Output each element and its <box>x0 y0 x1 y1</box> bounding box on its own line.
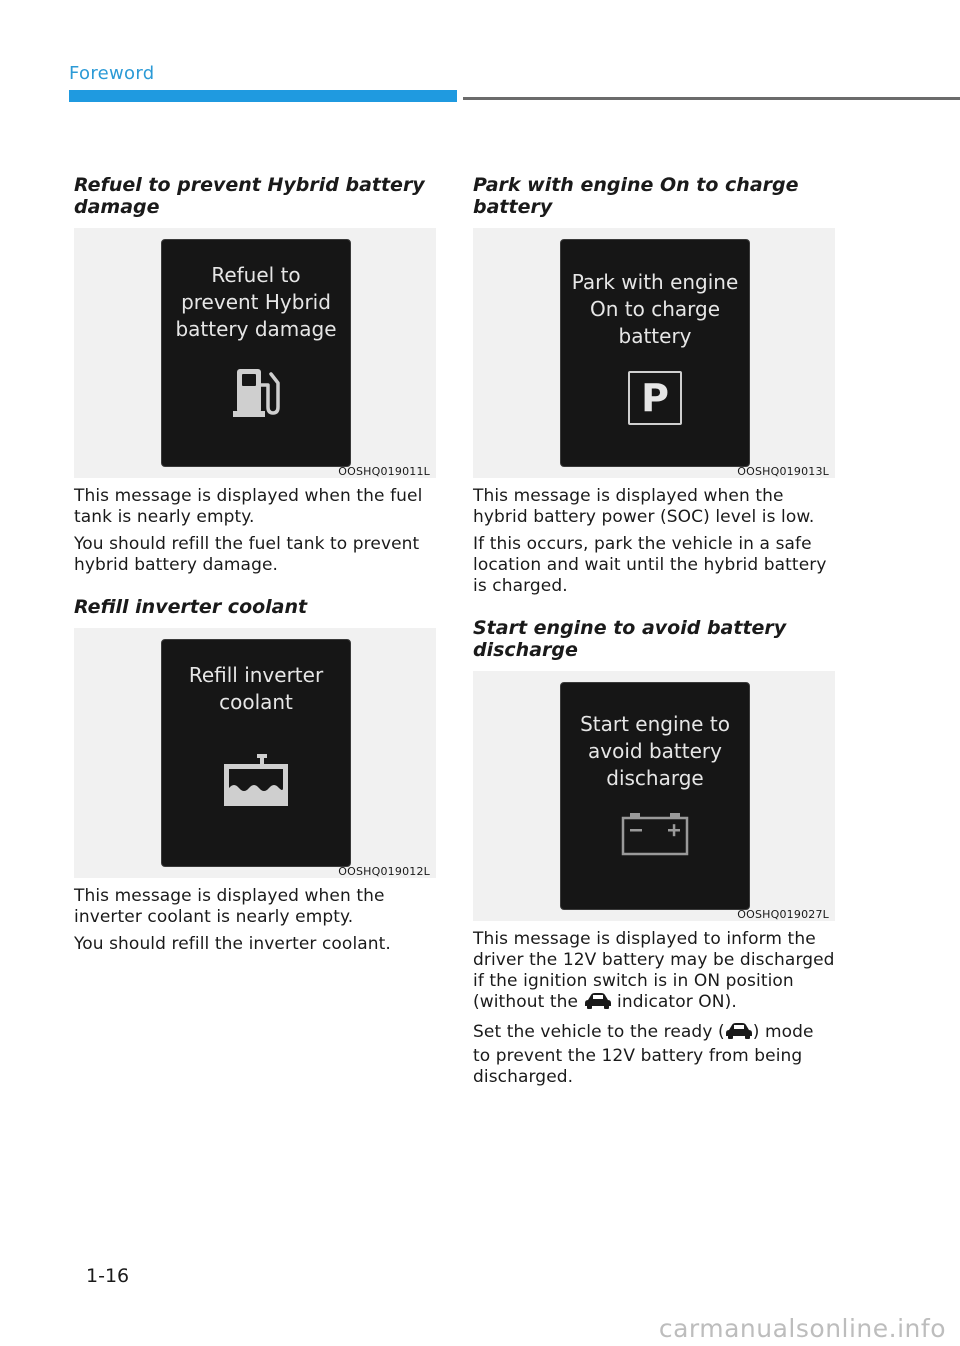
section-title: Start engine to avoid battery discharge <box>473 617 787 661</box>
figure-code: OOSHQ019027L <box>737 908 829 921</box>
figure-code: OOSHQ019012L <box>338 865 430 878</box>
ready-car-icon <box>725 1022 753 1046</box>
fuel-pump-icon <box>162 363 350 423</box>
page-number: 1-16 <box>86 1265 130 1287</box>
ready-car-icon <box>584 992 612 1016</box>
header-accent-bar <box>69 90 457 102</box>
figure-coolant-message <box>74 628 436 878</box>
body-paragraph: This message is displayed to inform the driver the 12V battery may be discharged if the ignition switch is in ON position (without the indicator ON). <box>473 929 835 1016</box>
section-title: Park with engine On to charge battery <box>473 174 799 218</box>
section-inverter-coolant <box>74 596 436 955</box>
cluster-display <box>161 639 351 867</box>
body-paragraph: Set the vehicle to the ready ( ) mode to prevent the 12V battery from being discharged. <box>473 1022 814 1087</box>
section-title: Refill inverter coolant <box>74 596 308 618</box>
body-paragraph: This message is displayed when the hybrid battery power (SOC) level is low. <box>473 486 815 527</box>
section-park-charge <box>473 174 835 597</box>
cluster-display <box>161 239 351 467</box>
park-p-icon: P <box>561 371 749 425</box>
cluster-message-text: Refill inverter coolant <box>188 663 324 714</box>
header-divider-line <box>463 97 960 100</box>
cluster-message-text: Refuel to prevent Hybrid battery damage <box>175 263 337 341</box>
right-column <box>473 174 835 1094</box>
cluster-display <box>560 239 750 467</box>
body-paragraph: You should refill the fuel tank to prevent hybrid battery damage. <box>74 534 420 575</box>
body-paragraph: If this occurs, park the vehicle in a safe location and wait until the hybrid battery is charged. <box>473 534 827 596</box>
section-header-title: Foreword <box>69 63 155 84</box>
figure-park-message <box>473 228 835 478</box>
cluster-message-text: Start engine to avoid battery discharge <box>580 712 730 790</box>
cluster-display <box>560 682 750 910</box>
body-paragraph: This message is displayed when the fuel tank is nearly empty. <box>74 486 423 527</box>
battery-icon <box>561 811 749 861</box>
watermark: carmanualsonline.info <box>658 1314 946 1343</box>
coolant-reservoir-icon <box>162 752 350 812</box>
cluster-message-text: Park with engine On to charge battery <box>571 270 739 348</box>
figure-refuel-message <box>74 228 436 478</box>
section-refuel <box>74 174 436 576</box>
figure-battery-message <box>473 671 835 921</box>
body-paragraph: You should refill the inverter coolant. <box>74 934 391 954</box>
figure-code: OOSHQ019013L <box>737 465 829 478</box>
section-title: Refuel to prevent Hybrid battery damage <box>74 174 425 218</box>
left-column <box>74 174 436 961</box>
section-start-engine <box>473 617 835 1088</box>
body-paragraph: This message is displayed when the inverter coolant is nearly empty. <box>74 886 385 927</box>
figure-code: OOSHQ019011L <box>338 465 430 478</box>
